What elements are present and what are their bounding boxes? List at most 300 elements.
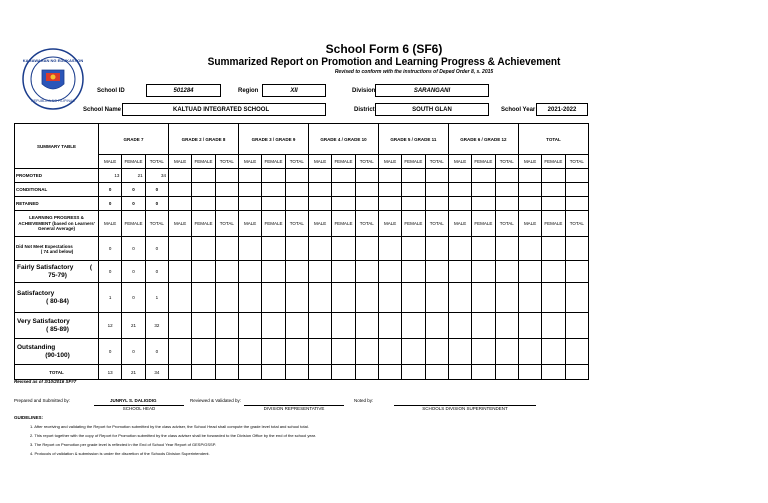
empty-cell bbox=[262, 169, 285, 183]
sub-header: MALE bbox=[238, 211, 261, 237]
value-cell: 0 bbox=[145, 237, 168, 261]
region-label: Region bbox=[238, 88, 259, 94]
value-cell: 13 bbox=[99, 169, 122, 183]
empty-cell bbox=[332, 261, 355, 283]
value-cell: 0 bbox=[145, 261, 168, 283]
empty-cell bbox=[168, 261, 191, 283]
empty-cell bbox=[168, 237, 191, 261]
empty-cell bbox=[518, 339, 541, 365]
empty-cell bbox=[425, 313, 448, 339]
empty-cell bbox=[285, 261, 308, 283]
empty-cell bbox=[308, 169, 331, 183]
sub-header: MALE bbox=[308, 211, 331, 237]
value-cell: 0 bbox=[122, 183, 145, 197]
empty-cell bbox=[168, 339, 191, 365]
grade-header: GRADE 3 / GRADE 9 bbox=[238, 124, 308, 155]
empty-cell bbox=[518, 261, 541, 283]
value-cell: 32 bbox=[145, 313, 168, 339]
progress-label-paren: ( bbox=[89, 263, 92, 271]
sub-header: TOTAL bbox=[355, 211, 378, 237]
empty-cell bbox=[262, 237, 285, 261]
school-name-label: School Name bbox=[83, 107, 122, 113]
sub-header: MALE bbox=[168, 211, 191, 237]
value-cell: 0 bbox=[145, 339, 168, 365]
empty-cell bbox=[262, 261, 285, 283]
empty-cell bbox=[472, 261, 495, 283]
sub-header: MALE bbox=[378, 211, 401, 237]
value-cell: 0 bbox=[99, 237, 122, 261]
empty-cell bbox=[262, 183, 285, 197]
empty-cell bbox=[518, 313, 541, 339]
sub-header: TOTAL bbox=[495, 155, 518, 169]
empty-cell bbox=[192, 169, 215, 183]
empty-cell bbox=[378, 313, 401, 339]
empty-cell bbox=[192, 283, 215, 313]
sub-header: MALE bbox=[518, 155, 541, 169]
empty-cell bbox=[448, 169, 471, 183]
empty-cell bbox=[238, 169, 261, 183]
sub-header: MALE bbox=[448, 211, 471, 237]
empty-cell bbox=[215, 283, 238, 313]
guidelines-label: GUIDELINES: bbox=[14, 415, 44, 420]
school-year-field[interactable]: 2021-2022 bbox=[536, 103, 588, 116]
empty-cell bbox=[518, 183, 541, 197]
empty-cell bbox=[308, 339, 331, 365]
empty-cell bbox=[402, 197, 425, 211]
empty-cell bbox=[332, 313, 355, 339]
progress-row bbox=[15, 237, 589, 261]
progress-label-range: (90-100) bbox=[45, 351, 70, 359]
row-label: RETAINED bbox=[15, 197, 99, 211]
sub-header: MALE bbox=[168, 155, 191, 169]
summary-table-label: SUMMARY TABLE bbox=[15, 124, 99, 169]
empty-cell bbox=[565, 237, 588, 261]
empty-cell bbox=[495, 313, 518, 339]
sub-header: MALE bbox=[238, 155, 261, 169]
empty-cell bbox=[168, 313, 191, 339]
empty-cell bbox=[448, 237, 471, 261]
empty-cell bbox=[565, 197, 588, 211]
progress-row bbox=[15, 313, 589, 339]
prepared-name: JUNRYL S. DALIGDIG bbox=[110, 398, 157, 403]
value-cell: 12 bbox=[99, 313, 122, 339]
empty-cell bbox=[472, 197, 495, 211]
empty-cell bbox=[425, 183, 448, 197]
sub-header: TOTAL bbox=[215, 155, 238, 169]
empty-cell bbox=[518, 237, 541, 261]
empty-cell bbox=[215, 237, 238, 261]
grade-header: GRADE 6 / GRADE 12 bbox=[448, 124, 518, 155]
empty-cell bbox=[355, 313, 378, 339]
guideline-1: 1. After receiving and validating the Report for Promotion submitted by the class adviser, the School Head shall compute the grade level total and school total. bbox=[30, 424, 309, 429]
region-field[interactable]: XII bbox=[262, 84, 326, 97]
grade-header: GRADE 4 / GRADE 10 bbox=[308, 124, 378, 155]
empty-cell bbox=[308, 261, 331, 283]
empty-cell bbox=[402, 183, 425, 197]
empty-cell bbox=[378, 169, 401, 183]
empty-cell bbox=[355, 237, 378, 261]
sub-header: TOTAL bbox=[565, 155, 588, 169]
sub-header: TOTAL bbox=[565, 211, 588, 237]
value-cell: 13 bbox=[99, 365, 122, 380]
empty-cell bbox=[472, 339, 495, 365]
empty-cell bbox=[308, 365, 331, 380]
empty-cell bbox=[378, 339, 401, 365]
empty-cell bbox=[238, 339, 261, 365]
empty-cell bbox=[238, 261, 261, 283]
empty-cell bbox=[192, 183, 215, 197]
empty-cell bbox=[448, 261, 471, 283]
empty-cell bbox=[238, 183, 261, 197]
empty-cell bbox=[448, 313, 471, 339]
sub-header: TOTAL bbox=[145, 155, 168, 169]
empty-cell bbox=[565, 313, 588, 339]
empty-cell bbox=[565, 169, 588, 183]
empty-cell bbox=[402, 313, 425, 339]
empty-cell bbox=[402, 339, 425, 365]
empty-cell bbox=[378, 283, 401, 313]
empty-cell bbox=[192, 313, 215, 339]
empty-cell bbox=[472, 313, 495, 339]
sub-header: FEMALE bbox=[402, 155, 425, 169]
reviewed-label: Reviewed & Validated by: bbox=[190, 398, 241, 403]
empty-cell bbox=[542, 365, 565, 380]
empty-cell bbox=[542, 169, 565, 183]
empty-cell bbox=[565, 183, 588, 197]
empty-cell bbox=[332, 197, 355, 211]
empty-cell bbox=[215, 339, 238, 365]
empty-cell bbox=[332, 169, 355, 183]
empty-cell bbox=[448, 365, 471, 380]
empty-cell bbox=[448, 183, 471, 197]
empty-cell bbox=[308, 197, 331, 211]
empty-cell bbox=[308, 237, 331, 261]
empty-cell bbox=[425, 197, 448, 211]
grade-header: GRADE 5 / GRADE 11 bbox=[378, 124, 448, 155]
empty-cell bbox=[355, 169, 378, 183]
empty-cell bbox=[332, 339, 355, 365]
value-cell: 34 bbox=[145, 365, 168, 380]
sub-header: FEMALE bbox=[192, 211, 215, 237]
empty-cell bbox=[542, 237, 565, 261]
empty-cell bbox=[215, 261, 238, 283]
sub-header: FEMALE bbox=[192, 155, 215, 169]
status-row bbox=[15, 197, 589, 211]
empty-cell bbox=[285, 365, 308, 380]
empty-cell bbox=[565, 261, 588, 283]
value-cell: 0 bbox=[99, 261, 122, 283]
empty-cell bbox=[402, 261, 425, 283]
progress-label bbox=[15, 237, 99, 261]
value-cell: 1 bbox=[145, 283, 168, 313]
sub-header: TOTAL bbox=[215, 211, 238, 237]
value-cell: 0 bbox=[99, 183, 122, 197]
empty-cell bbox=[355, 365, 378, 380]
sub-header: TOTAL bbox=[425, 211, 448, 237]
progress-row bbox=[15, 283, 589, 313]
empty-cell bbox=[378, 183, 401, 197]
value-cell: 0 bbox=[122, 197, 145, 211]
progress-label-range: 75-79) bbox=[48, 271, 67, 279]
value-cell: 0 bbox=[99, 197, 122, 211]
empty-cell bbox=[402, 365, 425, 380]
empty-cell bbox=[355, 339, 378, 365]
sub-header: TOTAL bbox=[145, 211, 168, 237]
empty-cell bbox=[192, 237, 215, 261]
prepared-title: SCHOOL HEAD bbox=[122, 406, 156, 411]
empty-cell bbox=[495, 283, 518, 313]
empty-cell bbox=[355, 183, 378, 197]
value-cell: 0 bbox=[99, 339, 122, 365]
empty-cell bbox=[308, 283, 331, 313]
sub-header: MALE bbox=[518, 211, 541, 237]
sub-header: TOTAL bbox=[285, 155, 308, 169]
progress-label-range: ( 85-89) bbox=[46, 325, 69, 333]
sub-header: FEMALE bbox=[332, 155, 355, 169]
grade-header: TOTAL bbox=[518, 124, 588, 155]
sub-header: FEMALE bbox=[472, 211, 495, 237]
total-row bbox=[15, 365, 589, 380]
empty-cell bbox=[378, 197, 401, 211]
empty-cell bbox=[518, 169, 541, 183]
empty-cell bbox=[425, 237, 448, 261]
summary-table bbox=[14, 123, 589, 380]
empty-cell bbox=[168, 169, 191, 183]
empty-cell bbox=[402, 283, 425, 313]
sub-header: FEMALE bbox=[542, 211, 565, 237]
empty-cell bbox=[542, 183, 565, 197]
district-field[interactable]: SOUTH GLAN bbox=[375, 103, 489, 116]
progress-label bbox=[15, 339, 99, 365]
revised-note: Revised as of 3/10/2016 SF#7 bbox=[14, 379, 77, 384]
empty-cell bbox=[168, 183, 191, 197]
row-label: CONDITIONAL bbox=[15, 183, 99, 197]
empty-cell bbox=[238, 237, 261, 261]
header-row-grades bbox=[15, 124, 589, 155]
sub-header: MALE bbox=[308, 155, 331, 169]
svg-text:REPUBLIKA NG PILIPINAS: REPUBLIKA NG PILIPINAS bbox=[31, 99, 75, 103]
empty-cell bbox=[425, 339, 448, 365]
empty-cell bbox=[378, 365, 401, 380]
value-cell: 1 bbox=[99, 283, 122, 313]
empty-cell bbox=[285, 183, 308, 197]
empty-cell bbox=[192, 261, 215, 283]
progress-label-main: Did Not Meet Expectations bbox=[16, 243, 73, 249]
empty-cell bbox=[308, 313, 331, 339]
empty-cell bbox=[285, 283, 308, 313]
empty-cell bbox=[542, 313, 565, 339]
empty-cell bbox=[262, 365, 285, 380]
progress-label-main: Fairly Satisfactory bbox=[17, 263, 74, 271]
status-row bbox=[15, 183, 589, 197]
division-label: Division bbox=[352, 88, 376, 94]
empty-cell bbox=[332, 365, 355, 380]
empty-cell bbox=[448, 283, 471, 313]
value-cell: 0 bbox=[122, 339, 145, 365]
form-note: Revised to conform with the instructions of Deped Order 8, s. 2015 bbox=[334, 69, 494, 75]
empty-cell bbox=[472, 183, 495, 197]
progress-label-main: Very Satisfactory bbox=[17, 317, 70, 325]
empty-cell bbox=[355, 283, 378, 313]
empty-cell bbox=[542, 339, 565, 365]
empty-cell bbox=[192, 197, 215, 211]
school-id-field[interactable]: 501284 bbox=[146, 84, 221, 97]
guideline-4: 4. Protocols of validation & submission is under the discretion of the Schools Division Superintendent. bbox=[30, 451, 210, 456]
empty-cell bbox=[542, 283, 565, 313]
noted-title: SCHOOLS DIVISION SUPERINTENDENT bbox=[422, 406, 508, 411]
empty-cell bbox=[495, 365, 518, 380]
sub-header: FEMALE bbox=[262, 211, 285, 237]
empty-cell bbox=[425, 283, 448, 313]
value-cell: 21 bbox=[122, 365, 145, 380]
sub-header: MALE bbox=[99, 211, 122, 237]
empty-cell bbox=[565, 339, 588, 365]
empty-cell bbox=[262, 339, 285, 365]
progress-label-main: Satisfactory bbox=[17, 289, 55, 297]
sub-header: MALE bbox=[99, 155, 122, 169]
sub-header: FEMALE bbox=[332, 211, 355, 237]
empty-cell bbox=[378, 261, 401, 283]
school-name-field[interactable]: KALTUAD INTEGRATED SCHOOL bbox=[122, 103, 326, 116]
empty-cell bbox=[285, 339, 308, 365]
sub-header: TOTAL bbox=[355, 155, 378, 169]
division-field[interactable]: SARANGANI bbox=[375, 84, 489, 97]
sub-header: FEMALE bbox=[122, 155, 145, 169]
empty-cell bbox=[472, 283, 495, 313]
district-label: District bbox=[354, 107, 375, 113]
school-id-label: School ID bbox=[97, 88, 125, 94]
sub-header: FEMALE bbox=[472, 155, 495, 169]
progress-label-main: Outstanding bbox=[17, 343, 56, 351]
empty-cell bbox=[168, 197, 191, 211]
empty-cell bbox=[168, 283, 191, 313]
sub-header: MALE bbox=[378, 155, 401, 169]
empty-cell bbox=[262, 283, 285, 313]
value-cell: 0 bbox=[122, 237, 145, 261]
value-cell: 34 bbox=[145, 169, 168, 183]
progress-label-range: ( 74 and below) bbox=[40, 248, 74, 254]
empty-cell bbox=[262, 197, 285, 211]
empty-cell bbox=[215, 365, 238, 380]
header-row-sub bbox=[15, 155, 589, 169]
empty-cell bbox=[238, 197, 261, 211]
empty-cell bbox=[402, 169, 425, 183]
empty-cell bbox=[215, 169, 238, 183]
empty-cell bbox=[425, 261, 448, 283]
empty-cell bbox=[472, 169, 495, 183]
empty-cell bbox=[472, 365, 495, 380]
empty-cell bbox=[262, 313, 285, 339]
progress-label bbox=[15, 261, 99, 283]
school-year-label: School Year bbox=[501, 107, 536, 113]
empty-cell bbox=[495, 339, 518, 365]
empty-cell bbox=[518, 197, 541, 211]
progress-row bbox=[15, 261, 589, 283]
status-row bbox=[15, 169, 589, 183]
reviewed-title: DIVISION REPRESENTATIVE bbox=[263, 406, 325, 411]
total-label: TOTAL bbox=[15, 365, 99, 380]
empty-cell bbox=[285, 169, 308, 183]
learning-header-row bbox=[15, 211, 589, 237]
value-cell: 0 bbox=[145, 183, 168, 197]
empty-cell bbox=[518, 365, 541, 380]
noted-label: Noted by: bbox=[354, 398, 374, 403]
progress-label bbox=[15, 313, 99, 339]
form-subtitle: Summarized Report on Promotion and Learning Progress & Achievement bbox=[207, 56, 561, 68]
empty-cell bbox=[285, 313, 308, 339]
sub-header: FEMALE bbox=[402, 211, 425, 237]
empty-cell bbox=[542, 197, 565, 211]
svg-text:KAGAWARAN NG EDUKASYON: KAGAWARAN NG EDUKASYON bbox=[22, 58, 84, 63]
empty-cell bbox=[332, 283, 355, 313]
sub-header: TOTAL bbox=[495, 211, 518, 237]
empty-cell bbox=[402, 237, 425, 261]
empty-cell bbox=[285, 197, 308, 211]
value-cell: 0 bbox=[145, 197, 168, 211]
empty-cell bbox=[168, 365, 191, 380]
empty-cell bbox=[472, 237, 495, 261]
empty-cell bbox=[448, 197, 471, 211]
empty-cell bbox=[495, 261, 518, 283]
empty-cell bbox=[425, 365, 448, 380]
empty-cell bbox=[332, 183, 355, 197]
row-label: PROMOTED bbox=[15, 169, 99, 183]
empty-cell bbox=[425, 169, 448, 183]
empty-cell bbox=[355, 261, 378, 283]
grade-header: GRADE 7 bbox=[99, 124, 169, 155]
empty-cell bbox=[495, 197, 518, 211]
progress-label bbox=[15, 283, 99, 313]
value-cell: 0 bbox=[122, 283, 145, 313]
empty-cell bbox=[495, 183, 518, 197]
empty-cell bbox=[285, 237, 308, 261]
guideline-2: 2. This report together with the copy of Report for Promotion submitted by the class adviser shall be forwarded to the Division Office by the end of the school year. bbox=[30, 433, 317, 438]
progress-row bbox=[15, 339, 589, 365]
sub-header: MALE bbox=[448, 155, 471, 169]
empty-cell bbox=[238, 283, 261, 313]
empty-cell bbox=[308, 183, 331, 197]
learning-label: LEARNING PROGRESS & ACHIEVEMENT (based on Learners' General Average) bbox=[15, 211, 99, 237]
guideline-3: 3. The Report on Promotion per grade level is reflected in the End of School Year Report of GESP/GSSP. bbox=[30, 442, 216, 447]
empty-cell bbox=[378, 237, 401, 261]
empty-cell bbox=[238, 365, 261, 380]
empty-cell bbox=[565, 365, 588, 380]
empty-cell bbox=[495, 169, 518, 183]
empty-cell bbox=[192, 365, 215, 380]
sub-header: FEMALE bbox=[262, 155, 285, 169]
sub-header: TOTAL bbox=[285, 211, 308, 237]
value-cell: 0 bbox=[122, 261, 145, 283]
empty-cell bbox=[565, 283, 588, 313]
empty-cell bbox=[495, 237, 518, 261]
sub-header: FEMALE bbox=[542, 155, 565, 169]
empty-cell bbox=[542, 261, 565, 283]
prepared-label: Prepared and Submitted by: bbox=[14, 398, 71, 403]
empty-cell bbox=[215, 313, 238, 339]
value-cell: 21 bbox=[122, 169, 145, 183]
value-cell: 21 bbox=[122, 313, 145, 339]
progress-label-range: ( 80-84) bbox=[46, 297, 69, 305]
empty-cell bbox=[355, 197, 378, 211]
form-title: School Form 6 (SF6) bbox=[325, 42, 443, 56]
empty-cell bbox=[332, 237, 355, 261]
sub-header: FEMALE bbox=[122, 211, 145, 237]
empty-cell bbox=[215, 183, 238, 197]
empty-cell bbox=[238, 313, 261, 339]
grade-header: GRADE 2 / GRADE 8 bbox=[168, 124, 238, 155]
empty-cell bbox=[448, 339, 471, 365]
empty-cell bbox=[215, 197, 238, 211]
